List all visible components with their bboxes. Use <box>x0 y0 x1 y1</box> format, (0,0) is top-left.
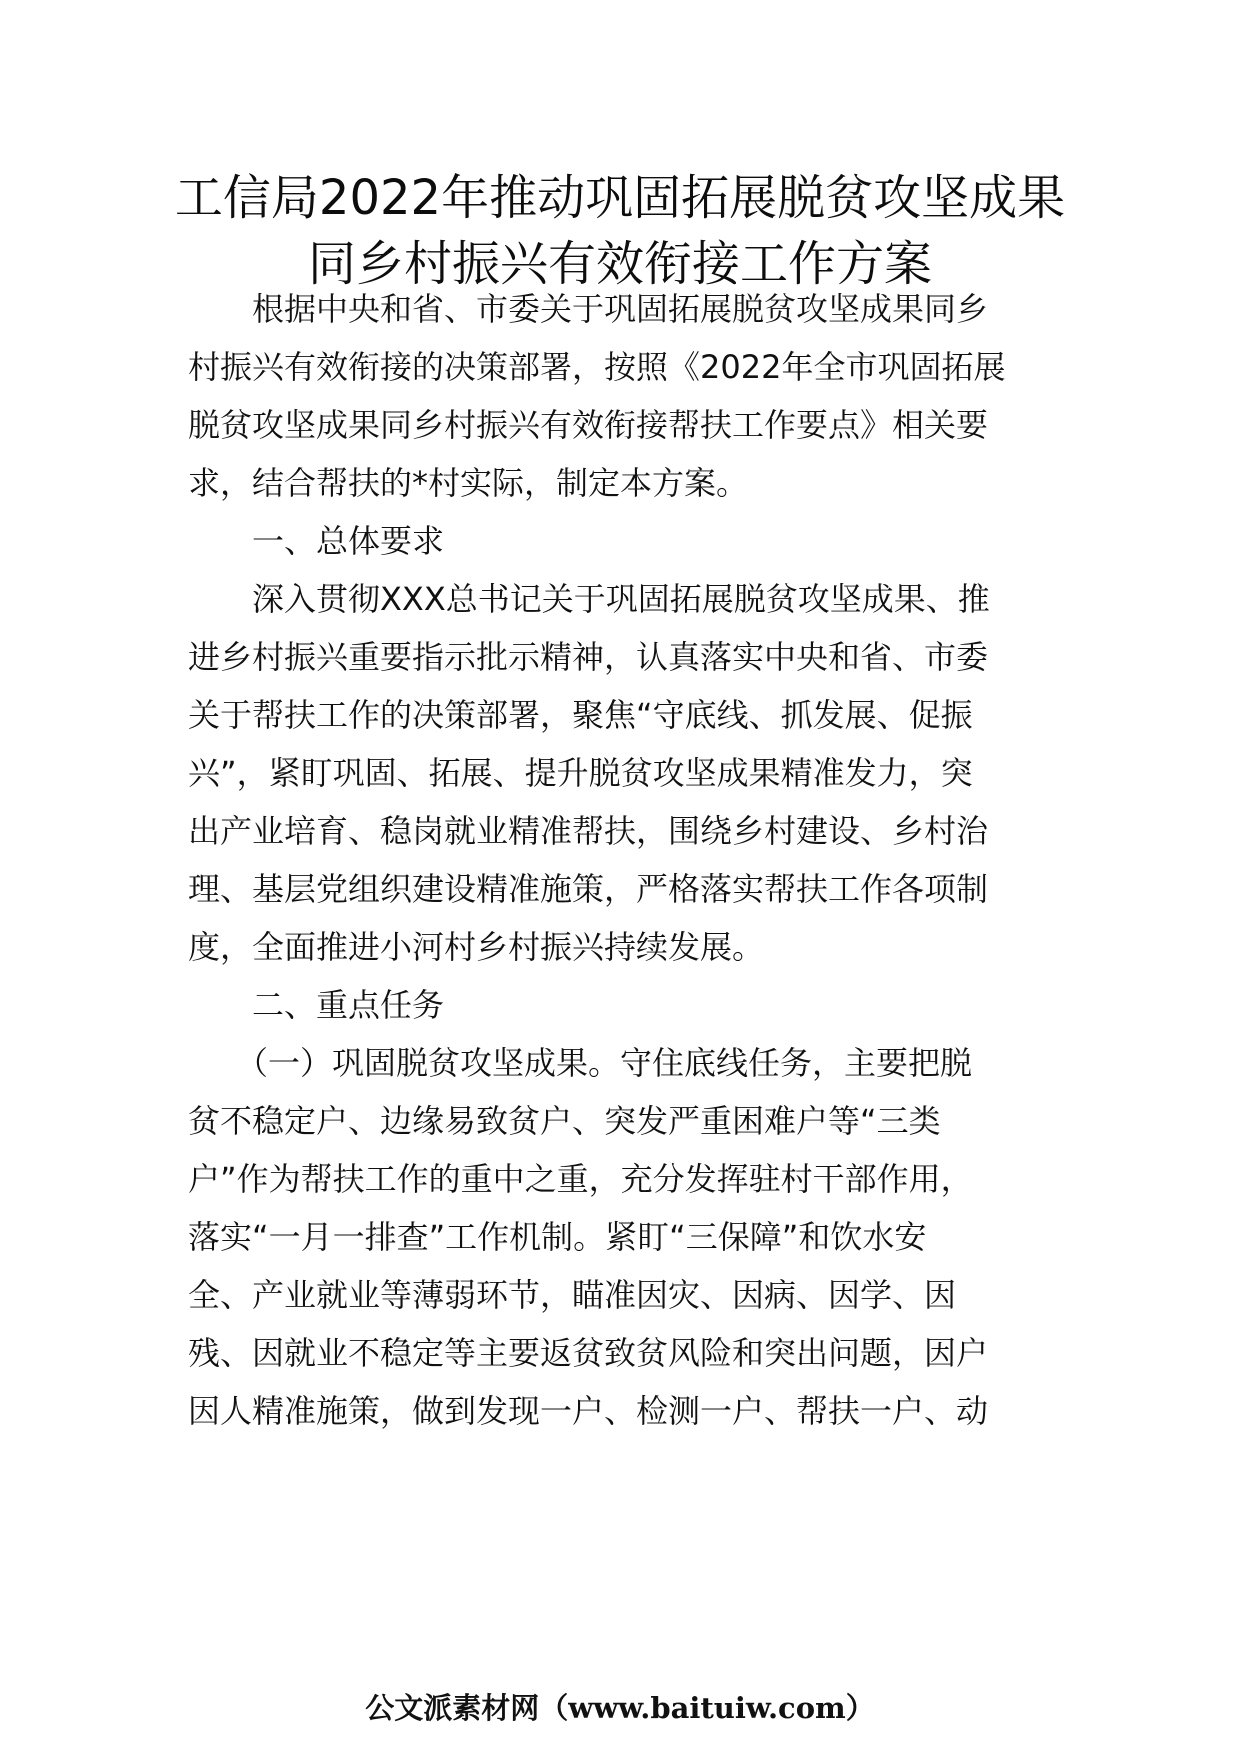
body-line: 进乡村振兴重要指示批示精神，认真落实中央和省、市委 <box>188 638 989 676</box>
body-line: 根据中央和省、市委关于巩固拓展脱贫攻坚成果同乡 <box>188 290 989 328</box>
body-line: 理、基层党组织建设精准施策，严格落实帮扶工作各项制 <box>188 870 989 908</box>
body-line: 残、因就业不稳定等主要返贫致贫风险和突出问题，因户 <box>188 1334 989 1372</box>
body-line: （一）巩固脱贫攻坚成果。守住底线任务，主要把脱 <box>188 1044 973 1082</box>
body-line: 兴”，紧盯巩固、拓展、提升脱贫攻坚成果精准发力，突 <box>188 754 973 792</box>
body-line: 全、产业就业等薄弱环节，瞄准因灾、因病、因学、因 <box>188 1276 957 1314</box>
body-line: 脱贫攻坚成果同乡村振兴有效衔接帮扶工作要点》相关要 <box>188 406 989 444</box>
body-line: 落实“一月一排查”工作机制。紧盯“三保障”和饮水安 <box>188 1218 927 1256</box>
section-heading-1: 一、总体要求 <box>188 522 445 560</box>
body-line: 村振兴有效衔接的决策部署，按照《2022年全市巩固拓展 <box>188 348 1006 386</box>
body-line: 出产业培育、稳岗就业精准帮扶，围绕乡村建设、乡村治 <box>188 812 989 850</box>
body-line: 关于帮扶工作的决策部署，聚焦“守底线、抓发展、促振 <box>188 696 973 734</box>
body-line: 度，全面推进小河村乡村振兴持续发展。 <box>188 928 765 966</box>
body-line: 贫不稳定户、边缘易致贫户、突发严重困难户等“三类 <box>188 1102 941 1140</box>
section-heading-2: 二、重点任务 <box>188 986 445 1024</box>
document-title-line-2: 同乡村振兴有效衔接工作方案 <box>307 236 932 292</box>
document-title-line-1: 工信局2022年推动巩固拓展脱贫攻坚成果 <box>174 170 1066 226</box>
body-line: 因人精准施策，做到发现一户、检测一户、帮扶一户、动 <box>188 1392 989 1430</box>
body-line: 深入贯彻XXX总书记关于巩固拓展脱贫攻坚成果、推 <box>188 580 990 618</box>
body-line: 求，结合帮扶的*村实际，制定本方案。 <box>188 464 749 502</box>
body-line: 户”作为帮扶工作的重中之重，充分发挥驻村干部作用， <box>188 1160 973 1198</box>
page-footer-source: 公文派素材网（www.baituiw.com） <box>365 1691 875 1725</box>
